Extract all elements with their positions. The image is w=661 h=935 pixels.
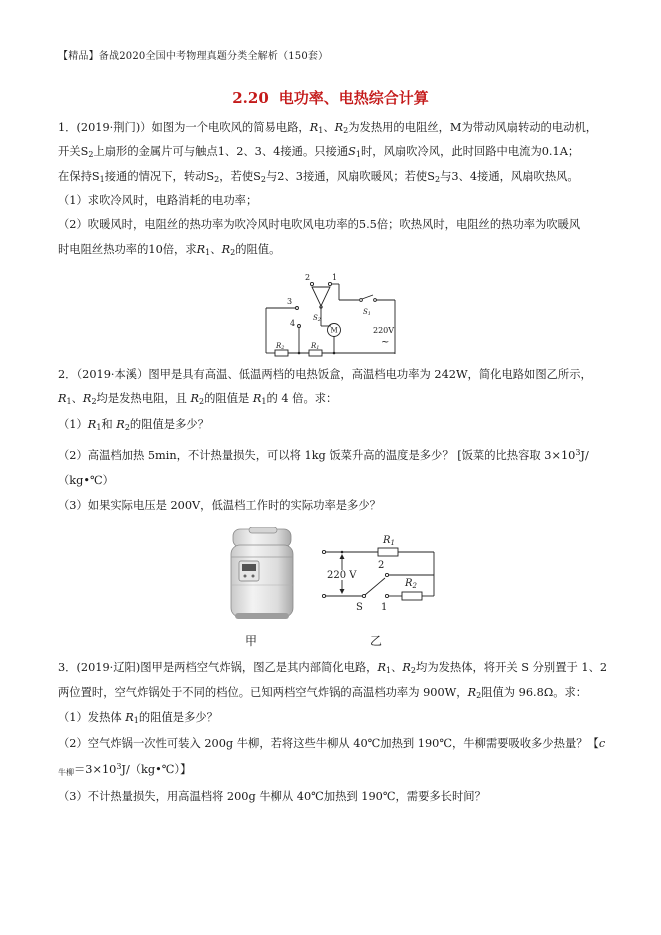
terminal-3-label: 3 xyxy=(287,297,293,306)
q3-line-2: 两位置时，空气炸锅处于不同的档位。已知两档空气炸锅的高温档功率为 900W，$R_2$阻值为 96.8Ω。求： xyxy=(58,686,588,700)
q3-part-2: （2）空气炸锅一次性可装入 200g 牛柳，若将这些牛柳从 40℃加热到 190℃，牛柳需要吸收多少热量？【c xyxy=(58,737,606,750)
q2-part-1: $(1)R_1$和 $R_2$的阻值是多少？ xyxy=(58,418,209,432)
terminal-4-label: 4 xyxy=(290,319,296,328)
q2-line-1: 2．（2019·本溪）图甲是具有高温、低温两档的电热饭盒，高温档电功率为 242W，简化电路如图乙所示， xyxy=(58,368,592,381)
q3-part-1: （1）发热体 $R_1$的阻值是多少？ xyxy=(58,711,218,725)
terminal-2-label: 2 xyxy=(305,273,311,282)
section-number: 2.20 xyxy=(232,89,269,107)
voltage-label: 220V xyxy=(373,326,395,335)
terminal-1-label: 1 xyxy=(332,273,338,282)
section-title xyxy=(0,87,661,108)
figure-a-caption: 甲 xyxy=(245,634,258,648)
r1-label: R1 xyxy=(311,342,320,351)
q1-line-2: 开关$S_2$上扇形的金属片可与触点1、2、3、4接通。只接通$S_1$时，风扇吹冷风，此时回路中电流为0.1A； xyxy=(58,145,580,159)
q2-part-2: （2）高温档加热 5min，不计热量损失，可以将 1kg 饭菜升高的温度是多少？ [饭菜的比热容取 $3\times 10^3J/$ xyxy=(58,448,589,462)
voltage-label: 220 V xyxy=(327,570,357,581)
terminal-1-label: 1 xyxy=(381,602,388,613)
r2-label: R2 xyxy=(276,342,285,351)
q3-part-2-cont: $_{牛柳}=3\times 10^3J/(kg•℃)$】 xyxy=(58,762,192,777)
switch-s1-label: S1 xyxy=(363,308,371,317)
q2-device-photo xyxy=(225,527,301,623)
q2-part-2-cont: （kg•℃） xyxy=(58,474,114,487)
q2-circuit-diagram xyxy=(318,528,446,614)
r1-label: $R_1$ xyxy=(383,535,395,547)
q1-line-6: 时电阻丝热功率的10倍，求$R_1$、$R_2$的阻值。 xyxy=(58,243,281,257)
q1-line-1: 1．(2019·荆门)）如图为一个电吹风的简易电路，$R_1$、$R_2$为发热用的电阻丝，M为带动风扇转动的电动机， xyxy=(58,121,598,135)
switch-s-label: S xyxy=(356,602,363,613)
motor-label: M xyxy=(330,326,338,335)
q2-line-2: $R_1$、$R_2$均是发热电阻，且 $R_2$的阻值是 $R_1$的 4 倍。求： xyxy=(58,392,338,406)
r2-label: $R_2$ xyxy=(405,578,417,590)
q3-line-1: 3．(2019·辽阳)图甲是两档空气炸锅，图乙是其内部简化电路，$R_1$、$R_2$均为发热体，将开关 S 分别置于 1、2 xyxy=(58,661,608,675)
terminal-2-label: 2 xyxy=(378,560,385,571)
section-title-text: 电功率、电热综合计算 xyxy=(278,89,429,107)
figure-b-caption: 乙 xyxy=(370,634,383,648)
q2-part-3: （3）如果实际电压是 200V，低温档工作时的实际功率是多少？ xyxy=(58,499,381,512)
ac-symbol: ~ xyxy=(381,337,390,348)
page-header: 【精品】备战2020全国中考物理真题分类全解析（150套） xyxy=(58,51,329,62)
q1-part-2: （2）吹暖风时，电阻丝的热功率为吹冷风时电吹风电功率的5.5倍；吹热风时，电阻丝的热功率为吹暖风 xyxy=(58,218,581,231)
q3-part-3: （3）不计热量损失，用高温档将 200g 牛柳从 40℃加热到 190℃，需要多长时间？ xyxy=(58,790,486,803)
q1-part-1: （1）求吹冷风时，电路消耗的电功率； xyxy=(58,194,258,207)
q1-line-3: 在保持$S_1$接通的情况下，转动$S_2$，若使$S_2$与2、3接通，风扇吹暖风；若使$S_2$与3、4接通，风扇吹热风。 xyxy=(58,170,579,184)
q1-circuit-diagram xyxy=(255,270,405,362)
switch-s2-label: S2 xyxy=(313,314,321,323)
